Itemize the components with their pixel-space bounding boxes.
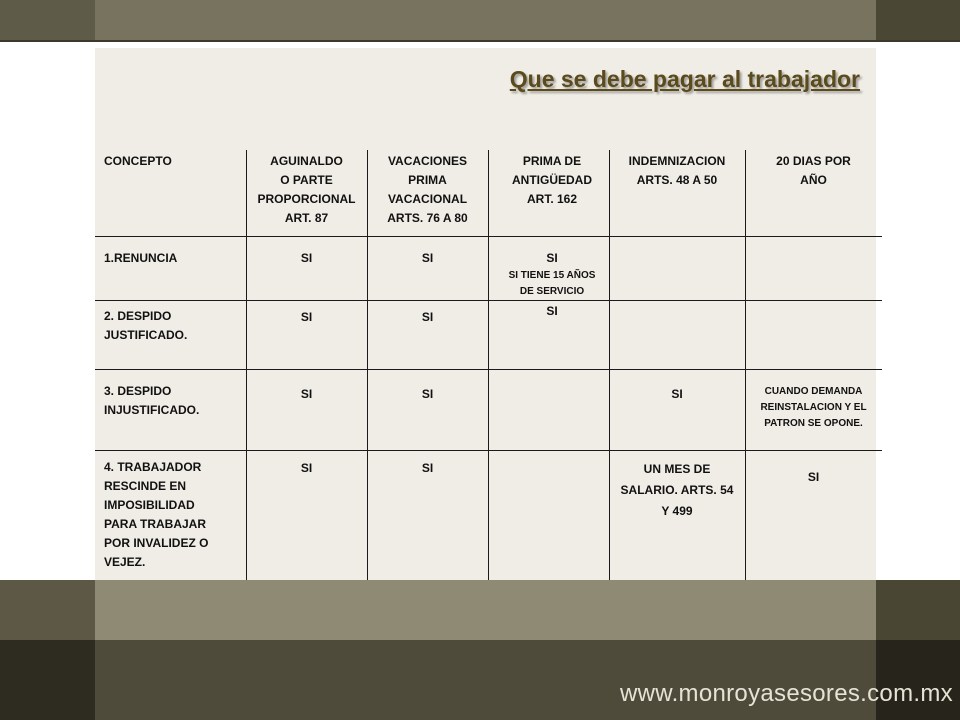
row-despido-justificado-concepto: 2. DESPIDO JUSTIFICADO.	[104, 309, 188, 342]
row-divider	[95, 300, 882, 301]
row-despido-injustificado-concepto: 3. DESPIDO INJUSTIFICADO.	[104, 384, 200, 417]
row-rescinde-20-dias: SI	[807, 470, 820, 484]
column-divider	[488, 150, 489, 580]
slide-title: Que se debe pagar al trabajador	[509, 66, 860, 92]
header-vacaciones: VACACIONES PRIMA VACACIONAL ARTS. 76 A 80	[387, 154, 468, 225]
row-rescinde-aguinaldo: SI	[300, 461, 313, 475]
right-margin	[876, 48, 960, 580]
row-despido-injustificado-20-dias: CUANDO DEMANDA REINSTALACION Y EL PATRON SE OPONE.	[760, 386, 867, 429]
row-despido-justificado-prima: SI	[546, 304, 558, 318]
prima-condition-note: SI TIENE 15 AÑOS	[508, 270, 596, 281]
row-rescinde-vacaciones: SI	[421, 461, 434, 475]
row-divider	[95, 450, 882, 451]
row-rescinde-indemnizacion: UN MES DE SALARIO. ARTS. 54 Y 499	[620, 462, 734, 518]
header-prima-antiguedad: PRIMA DE ANTIGÜEDAD ART. 162	[512, 154, 592, 206]
header-rule	[0, 40, 960, 48]
row-rescinde-concepto: 4. TRABAJADOR RESCINDE EN IMPOSIBILIDAD PARA TRABAJAR POR INVALIDEZ O VEJEZ.	[104, 460, 209, 569]
row-despido-justificado-aguinaldo: SI	[300, 310, 313, 324]
left-margin	[0, 48, 95, 580]
website-url: www.monroyasesores.com.mx	[620, 680, 953, 707]
row-despido-injustificado-indemnizacion: SI	[671, 387, 683, 401]
column-divider	[745, 150, 746, 580]
top-band-left	[0, 0, 95, 40]
header-20-dias: 20 DIAS POR AÑO	[776, 154, 851, 187]
row-divider	[95, 369, 882, 370]
top-band-center	[95, 0, 876, 40]
bottom-band-upper	[0, 580, 960, 640]
row-renuncia-aguinaldo: SI	[300, 251, 313, 265]
header-indemnizacion: INDEMNIZACION ARTS. 48 A 50	[628, 154, 726, 187]
top-band-right	[876, 0, 960, 40]
row-renuncia-prima: SI SI TIENE 15 AÑOS DE SERVICIO	[495, 249, 609, 300]
row-despido-justificado-vacaciones: SI	[421, 310, 434, 324]
row-divider	[95, 236, 882, 237]
header-concepto: CONCEPTO	[104, 154, 172, 168]
row-despido-injustificado-vacaciones: SI	[421, 387, 434, 401]
row-despido-injustificado-aguinaldo: SI	[300, 387, 313, 401]
header-aguinaldo: AGUINALDO O PARTE PROPORCIONAL ART. 87	[257, 154, 356, 225]
row-renuncia-vacaciones: SI	[421, 251, 434, 265]
row-renuncia-concepto: 1.RENUNCIA	[104, 251, 178, 265]
